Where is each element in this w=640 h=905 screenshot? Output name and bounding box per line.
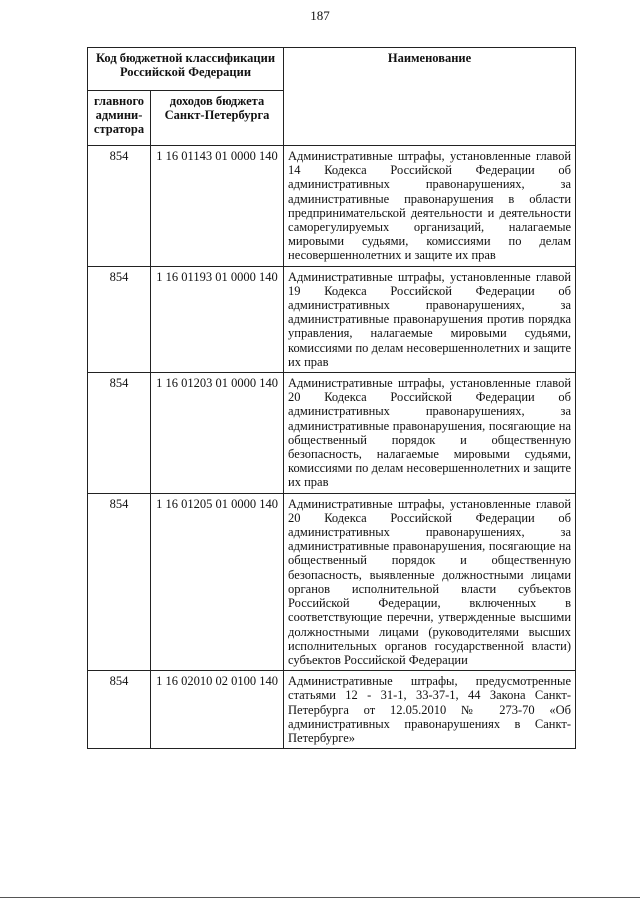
table-row <box>88 373 576 494</box>
revenue-code-cell: 1 16 02010 02 0100 140 <box>151 671 284 749</box>
revenue-code-cell: 1 16 01143 01 0000 140 <box>151 146 284 267</box>
name-cell: Административные штрафы, установленные главой 20 Кодекса Российской Федерации об административных правонарушениях, за административные правонарушения, посягающие на общественный порядок и общественную безопасность, налагаемые мировыми судьями, комиссиями по делам несовершеннолетних и защите их прав <box>284 373 576 494</box>
code-group-header: Код бюджетной классификации Российской Федерации <box>88 48 284 91</box>
admin-code-cell: 854 <box>88 493 151 670</box>
table-row <box>88 266 576 372</box>
page-number: 187 <box>310 8 330 23</box>
admin-code-cell: 854 <box>88 671 151 749</box>
table-row <box>88 146 576 267</box>
name-header: Наименование <box>284 48 576 146</box>
revenue-code-cell: 1 16 01193 01 0000 140 <box>151 266 284 372</box>
admin-code-cell: 854 <box>88 373 151 494</box>
admin-code-cell: 854 <box>88 146 151 267</box>
scan-edge-line <box>0 897 640 898</box>
table-row <box>88 493 576 670</box>
revenue-code-cell: 1 16 01205 01 0000 140 <box>151 493 284 670</box>
name-cell: Административные штрафы, предусмотренные статьями 12 - 31-1, 33-37-1, 44 Закона Санкт-Петербурга от 12.05.2010 № 273-70 «Об административных правонарушениях в Санкт-Петербурге» <box>284 671 576 749</box>
table-row <box>88 671 576 749</box>
name-cell: Административные штрафы, установленные главой 14 Кодекса Российской Федерации об административных правонарушениях, за административные правонарушения в области предпринимательской деятельности и деятельности саморегулируемых организаций, налагаемые мировыми судьями, комиссиями по делам несовершеннолетних и защите их прав <box>284 146 576 267</box>
admin-code-cell: 854 <box>88 266 151 372</box>
name-cell: Административные штрафы, установленные главой 20 Кодекса Российской Федерации об административных правонарушениях, за административные правонарушения, посягающие на общественный порядок и общественную безопасность, выявленные должностными лицами органов исполнительной власти субъектов Российской Федерации, включенных в соответствующие перечни, утвержденные высшими должностными лицами (руководителями высших исполнительных органов государственной власти) субъектов Российской Федерации <box>284 493 576 670</box>
revenue-header: доходов бюджета Санкт-Петербурга <box>151 91 284 146</box>
admin-header: главного админи-стратора <box>88 91 151 146</box>
budget-classification-table <box>87 47 576 749</box>
table-header-row <box>88 48 576 91</box>
name-cell: Административные штрафы, установленные главой 19 Кодекса Российской Федерации об административных правонарушениях, за административные правонарушения против порядка управления, налагаемые мировыми судьями, комиссиями по делам несовершеннолетних и защите их прав <box>284 266 576 372</box>
revenue-code-cell: 1 16 01203 01 0000 140 <box>151 373 284 494</box>
